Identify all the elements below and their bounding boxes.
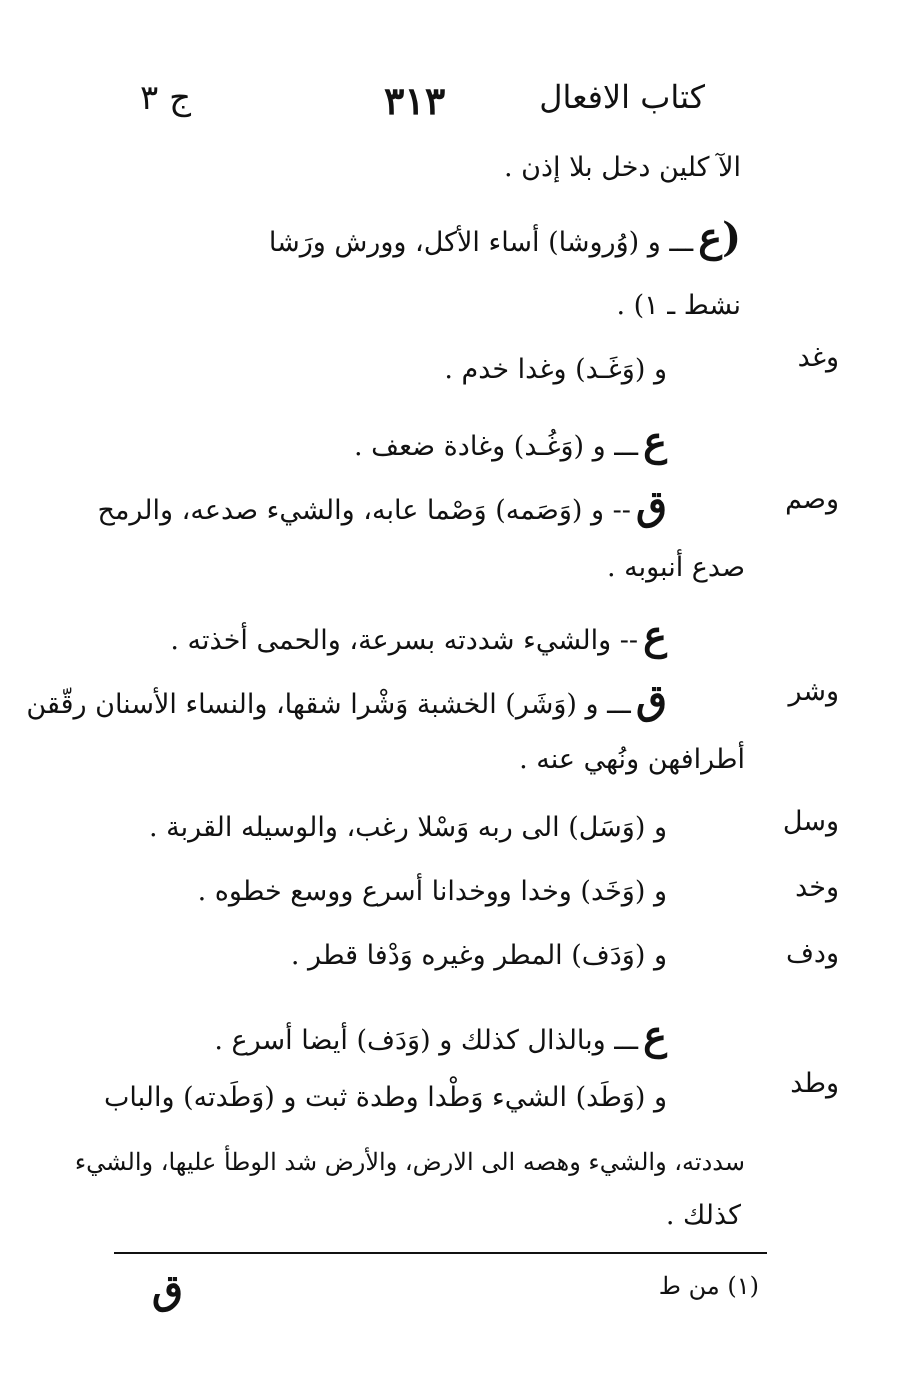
line-text: -- والشيء شددته بسرعة، والحمى أخذته . — [170, 625, 639, 656]
footnote-text: (١) من ط — [658, 1272, 759, 1300]
footnote-divider — [114, 1252, 767, 1254]
text-line: و (وَغَـد) وغدا خدم . — [444, 354, 667, 385]
text-line: و (وَطَد) الشيء وَطْدا وطدة ثبت و (وَطَدته) والباب — [103, 1082, 667, 1113]
book-title: كتاب الافعال — [539, 78, 705, 116]
text-line — [98, 482, 667, 529]
text-line: و (وَدَف) المطر وغيره وَدْفا قطر . — [290, 940, 667, 971]
source-letter: ق — [635, 482, 667, 529]
line-text: ـــ و (وُروشا) أساء الأكل، وورش ورَشا — [268, 227, 694, 258]
text-line — [269, 214, 741, 261]
text-line: سددته، والشيء وهصه الى الارض، والأرض شد الوطأ عليها، والشيء — [74, 1148, 745, 1176]
text-line: و (وَخَد) وخدا ووخدانا أسرع ووسع خطوه . — [197, 876, 667, 907]
printer-signature: ق — [152, 1266, 184, 1313]
text-line — [26, 676, 667, 723]
text-line: كذلك . — [665, 1200, 741, 1231]
margin-root-word: وغد — [797, 342, 839, 373]
text-line — [170, 612, 667, 659]
text-line — [214, 1012, 667, 1059]
source-letter: ق — [635, 676, 667, 723]
text-line: نشط ـ ١) . — [616, 290, 741, 321]
text-line: صدع أنبوبه . — [606, 552, 745, 583]
margin-root-word: وخد — [795, 872, 839, 903]
source-letter: ع — [643, 612, 667, 659]
line-text: -- و (وَصَمه) وَصْما عابه، والشيء صدعه، والرمح — [97, 495, 631, 526]
margin-root-word: وطد — [790, 1068, 839, 1099]
margin-root-word: وشر — [788, 676, 839, 707]
source-letter: (ع — [698, 214, 741, 261]
margin-root-word: وصم — [785, 484, 839, 515]
margin-root-word: ودف — [785, 938, 839, 969]
source-letter: ع — [643, 1012, 667, 1059]
page-number: ٣١٣ — [384, 78, 446, 123]
line-text: ـــ و (وَشَر) الخشبة وَشْرا شقها، والنساء الأسنان رقّقن — [26, 689, 631, 720]
line-text: ـــ و (وَغُـد) وغادة ضعف . — [354, 431, 639, 462]
source-letter: ع — [643, 418, 667, 465]
volume-label: ج ٣ — [140, 78, 192, 118]
text-line — [354, 418, 667, 465]
text-line: أطرافهن ونُهي عنه . — [519, 744, 745, 775]
text-line: الآ كلين دخل بلا إذن . — [503, 152, 741, 183]
text-line: و (وَسَل) الى ربه وَسْلا رغب، والوسيله القربة . — [148, 812, 667, 843]
line-text: ـــ وبالذال كذلك و (وَدَف) أيضا أسرع . — [214, 1025, 639, 1056]
margin-root-word: وسل — [782, 806, 839, 837]
